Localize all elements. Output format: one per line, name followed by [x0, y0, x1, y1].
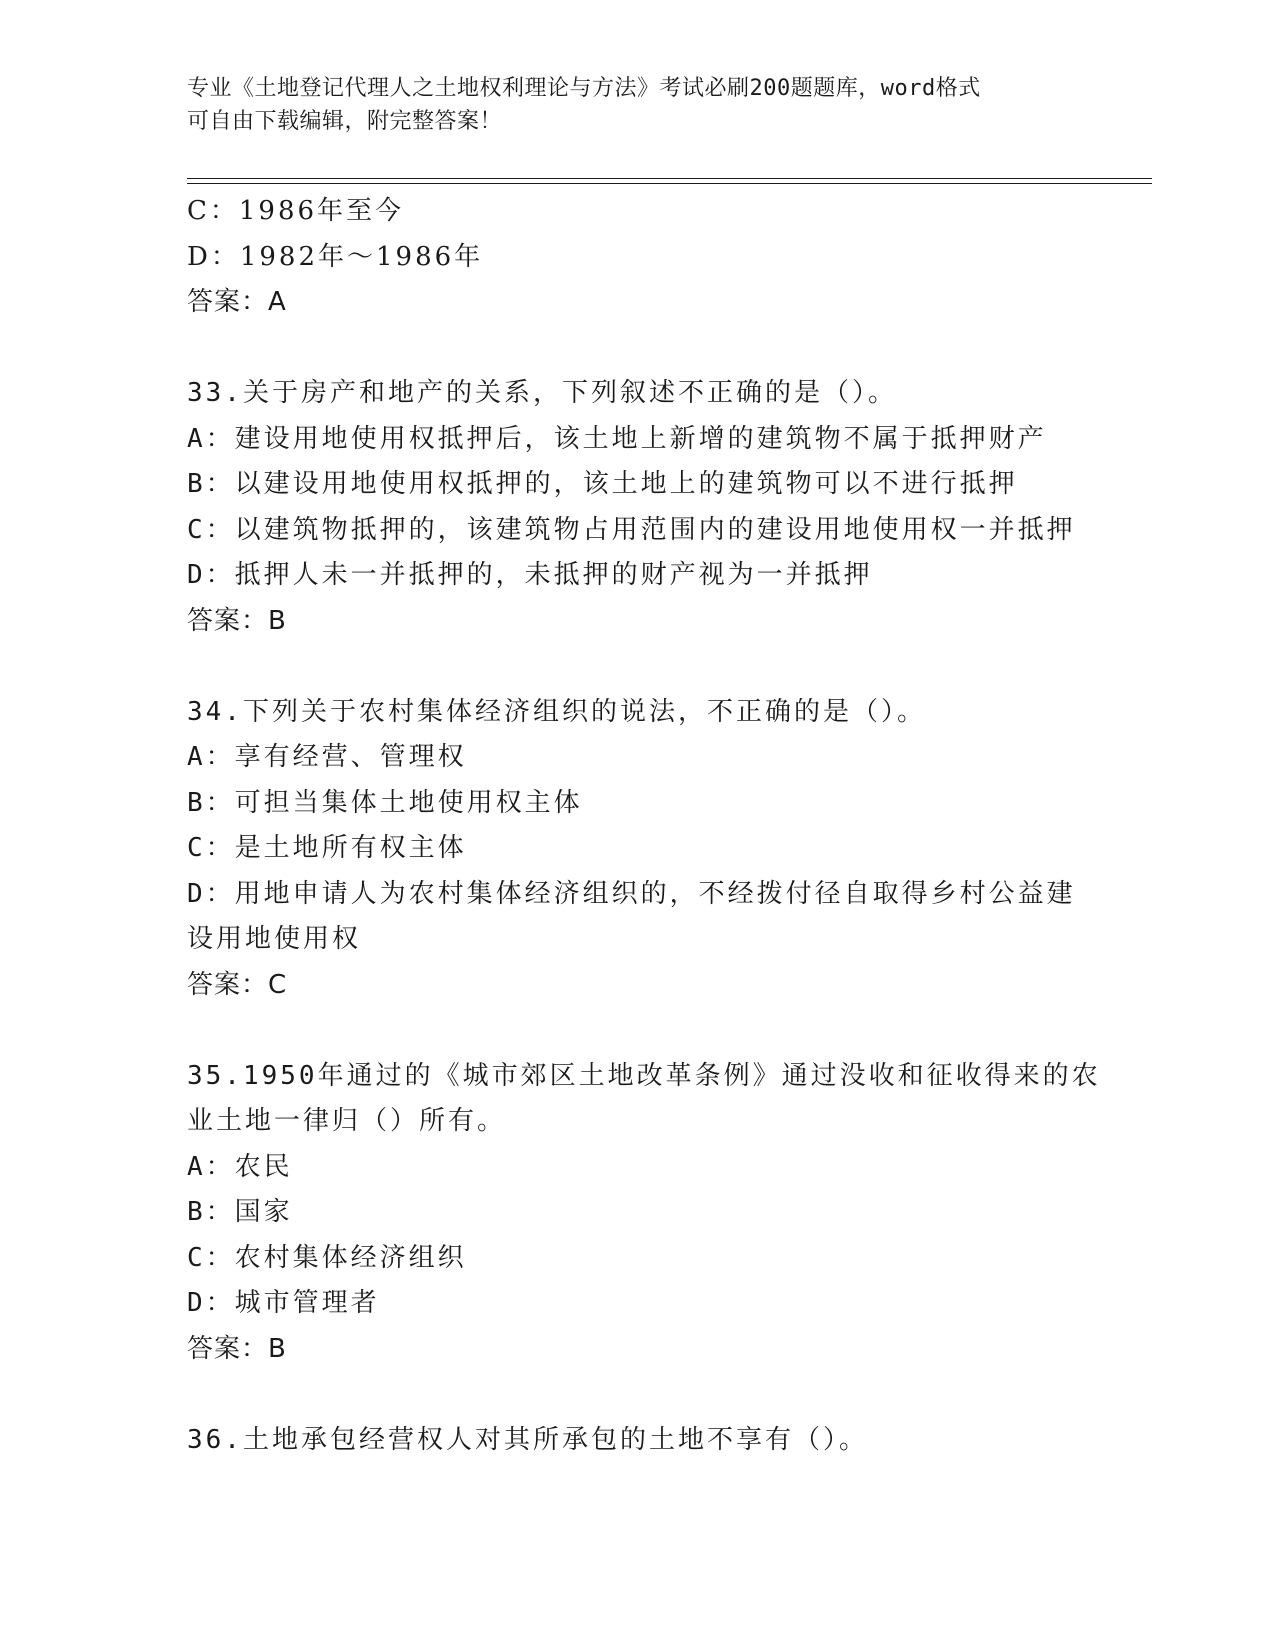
question-36 — [187, 1418, 1087, 1464]
question-stem: 34.下列关于农村集体经济组织的说法，不正确的是（）。 — [187, 696, 926, 727]
answer-line: 答案：B — [187, 1333, 287, 1364]
option-b: B：可担当集体土地使用权主体 — [187, 787, 583, 818]
question-stem: 36.土地承包经营权人对其所承包的土地不享有（）。 — [187, 1424, 868, 1455]
answer-line: 答案：A — [187, 287, 287, 317]
option-d: D：城市管理者 — [187, 1288, 380, 1318]
spacer — [187, 1372, 1087, 1418]
question-32-tail — [187, 189, 1087, 326]
document-body — [187, 189, 1101, 1463]
answer-line: 答案：C — [187, 969, 288, 1000]
option-b: B：以建设用地使用权抵押的，该土地上的建筑物可以不进行抵押 — [187, 469, 1018, 499]
question-34 — [187, 690, 1087, 1009]
option-a: A：享有经营、管理权 — [187, 742, 467, 772]
spacer — [187, 326, 1087, 372]
question-33 — [187, 371, 1087, 644]
answer-line: 答案：B — [187, 605, 287, 636]
option-a: A：农民 — [187, 1151, 293, 1182]
header-line-2: 可自由下载编辑，附完整答案！ — [187, 109, 503, 134]
option-c: C：农村集体经济组织 — [187, 1242, 467, 1273]
spacer — [187, 1008, 1087, 1054]
option-b: B：国家 — [187, 1197, 293, 1227]
option-d: D：1982年～1986年 — [187, 241, 484, 272]
document-header — [187, 72, 1087, 138]
header-rule-top — [187, 178, 1152, 179]
question-stem: 35.1950年通过的《城市郊区土地改革条例》通过没收和征收得来的农 — [187, 1060, 1101, 1091]
option-c: C：以建筑物抵押的，该建筑物占用范围内的建设用地使用权一并抵押 — [187, 514, 1076, 545]
option-d-continued: 设用地使用权 — [187, 924, 362, 954]
option-d: D：抵押人未一并抵押的，未抵押的财产视为一并抵押 — [187, 560, 873, 590]
spacer — [187, 644, 1087, 690]
question-stem: 33.关于房产和地产的关系，下列叙述不正确的是（）。 — [187, 378, 897, 408]
question-35 — [187, 1054, 1101, 1373]
option-a: A：建设用地使用权抵押后，该土地上新增的建筑物不属于抵押财产 — [187, 423, 1047, 454]
header-rule-bottom — [187, 183, 1152, 184]
option-d: D：用地申请人为农村集体经济组织的，不经拨付径自取得乡村公益建 — [187, 878, 1076, 909]
option-c: C：1986年至今 — [187, 196, 405, 226]
header-line-1: 专业《土地登记代理人之土地权利理论与方法》考试必刷200题题库，word格式 — [187, 76, 981, 101]
option-c: C：是土地所有权主体 — [187, 833, 467, 863]
question-stem-continued: 业土地一律归（）所有。 — [187, 1106, 507, 1136]
